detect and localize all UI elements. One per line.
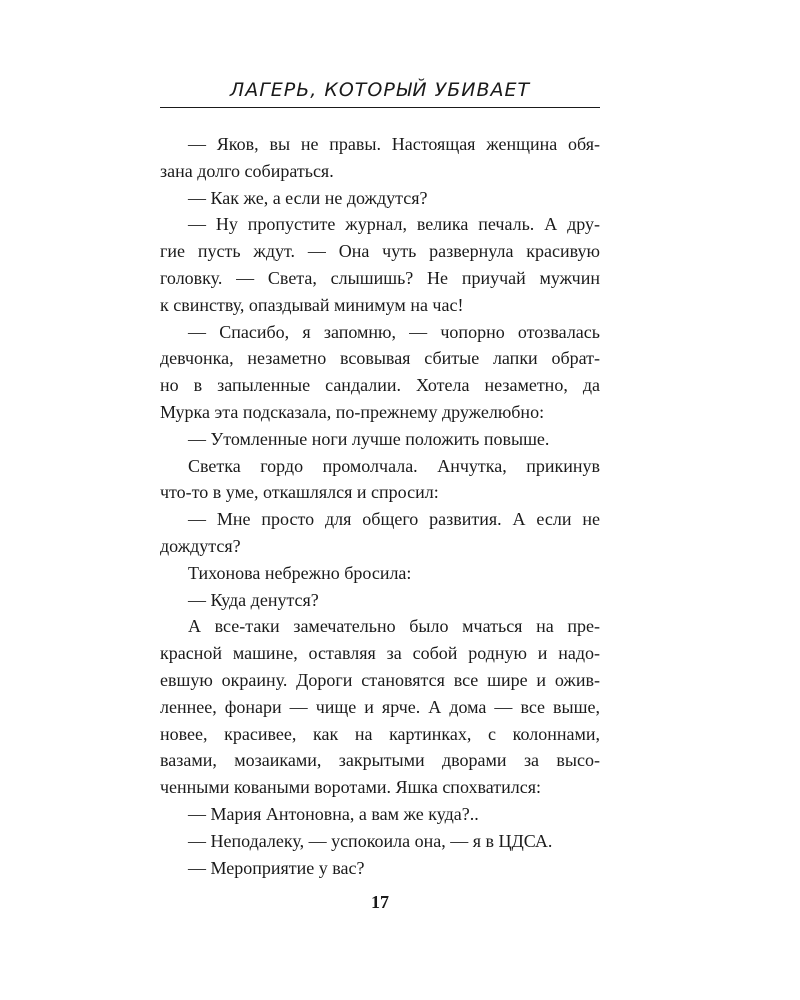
text-line: гие пусть ждут. — Она чуть развернула красивую (160, 241, 600, 262)
header-divider (160, 107, 600, 108)
text-line: к свинству, опаздывай минимум на час! (160, 294, 464, 315)
text-line: Светка гордо промолчала. Анчутка, прикинув (188, 455, 600, 476)
page-number: 17 (371, 892, 389, 912)
text-line: ченными коваными воротами. Яшка спохватился: (160, 777, 542, 798)
text-line: зана долго собираться. (160, 160, 334, 181)
text-line: — Мария Антоновна, а вам же куда?.. (188, 803, 479, 824)
running-head-title: ЛАГЕРЬ, КОТОРЫЙ УБИВАЕТ (229, 79, 531, 101)
text-line: — Мероприятие у вас? (188, 857, 365, 878)
text-line: — Ну пропустите журнал, велика печаль. А дру- (188, 214, 600, 235)
text-line: — Мне просто для общего развития. А если не (188, 509, 600, 530)
text-line: дождутся? (160, 535, 241, 556)
text-line: Мурка эта подсказала, по-прежнему дружелюбно: (160, 401, 545, 422)
text-line: вазами, мозаиками, закрытыми дворами за высо- (160, 750, 600, 771)
text-line: головку. — Света, слышишь? Не приучай мужчин (160, 267, 600, 288)
text-line: но в запыленные сандалии. Хотела незаметно, да (160, 375, 600, 396)
text-line: леннее, фонари — чище и ярче. А дома — все выше, (160, 696, 600, 717)
text-line: А все-таки замечательно было мчаться на пре- (188, 616, 600, 637)
text-line: — Куда денутся? (188, 589, 319, 610)
text-line: Тихонова небрежно бросила: (188, 562, 412, 583)
text-line: — Яков, вы не правы. Настоящая женщина обя- (188, 134, 600, 154)
page-body-text (160, 131, 600, 881)
text-line: что-то в уме, откашлялся и спросил: (160, 482, 439, 503)
text-line: — Утомленные ноги лучше положить повыше. (188, 428, 550, 449)
text-line: — Спасибо, я запомню, — чопорно отозвалась (188, 321, 600, 342)
text-line: девчонка, незаметно всовывая сбитые лапки обрат- (160, 348, 600, 369)
text-line: евшую окраину. Дороги становятся все шире и ожив- (160, 669, 600, 690)
text-line: новее, красивее, как на картинках, с колоннами, (160, 723, 600, 744)
text-line: красной машине, оставляя за собой родную и надо- (160, 643, 600, 664)
text-line: — Неподалеку, — успокоила она, — я в ЦДСА. (188, 830, 553, 851)
text-line: — Как же, а если не дождутся? (188, 187, 428, 208)
